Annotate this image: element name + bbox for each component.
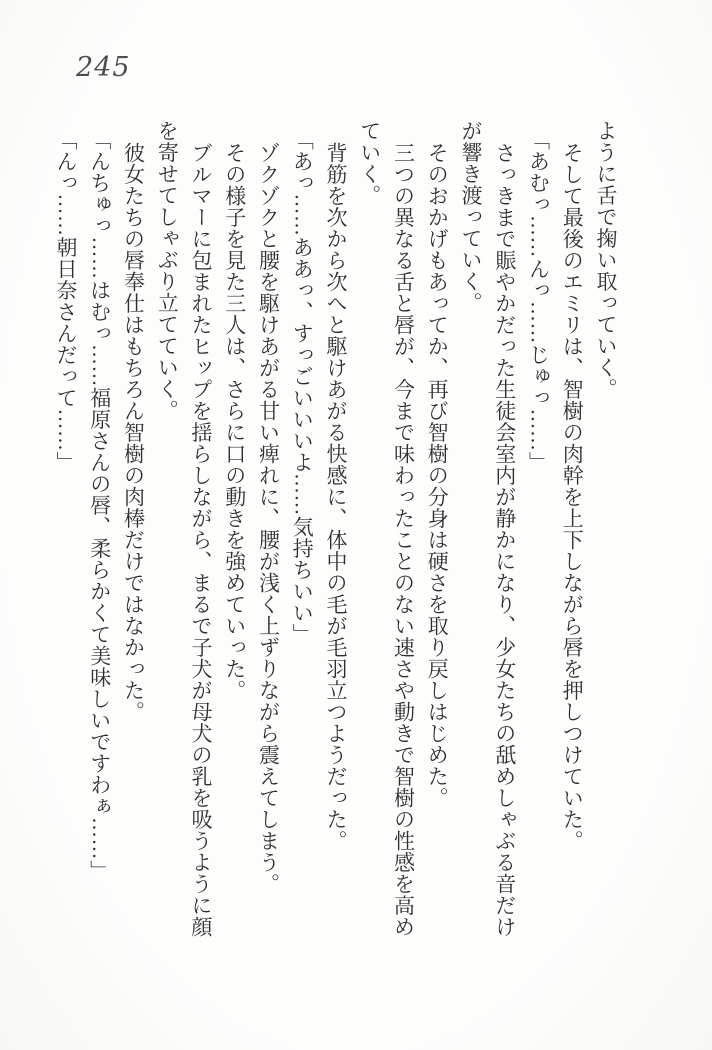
text-line: 彼女たちの唇奉仕はもちろん智樹の肉棒だけではなかった。	[121, 141, 146, 722]
text-line: ていく。	[357, 120, 382, 206]
text-line: 背筋を次から次へと駆けあがる快感に、体中の毛が毛羽立つようだった。	[324, 141, 348, 851]
text-line: ように舌で掬い取っていく。	[594, 120, 618, 400]
text-line: 「あっ……ああっ、すっごいいいよ……気持ちいい」	[290, 129, 315, 645]
text-line: さっきまで賑やかだった生徒会室内が静かになり、少女たちの舐めしゃぶる音だけ	[492, 141, 517, 937]
text-line: 三つの異なる舌と唇が、今まで味わったことのない速さや動きで智樹の性感を高め	[391, 141, 416, 937]
text-line: 「んちゅっ……はむっ……福原さんの唇、柔らかくて美味しいですわぁ……」	[87, 129, 112, 882]
text-line: そして最後のエミリは、智樹の肉幹を上下しながら唇を押しつけていた。	[560, 141, 585, 851]
page-text	[48, 120, 622, 1032]
text-line: ゾクゾクと腰を駆けあがる甘い痺れに、腰が浅く上ずりながら震えてしまう。	[256, 141, 281, 894]
text-line: その様子を見た三人は、さらに口の動きを強めていった。	[222, 141, 247, 701]
text-line: が響き渡っていく。	[459, 120, 483, 314]
text-line: 「あむっ……んっ……じゅっ……」	[526, 129, 551, 473]
text-line: 「んっ……朝日奈さんだって……」	[54, 129, 78, 473]
page-number: 245	[76, 52, 131, 83]
text-line: を寄せてしゃぶり立てていく。	[155, 120, 180, 421]
text-line: ブルマーに包まれたヒップを揺らしながら、まるで子犬が母犬の乳を吸うように顔	[189, 141, 213, 937]
text-line: そのおかげもあってか、再び智樹の分身は硬さを取り戻しはじめた。	[425, 141, 450, 808]
